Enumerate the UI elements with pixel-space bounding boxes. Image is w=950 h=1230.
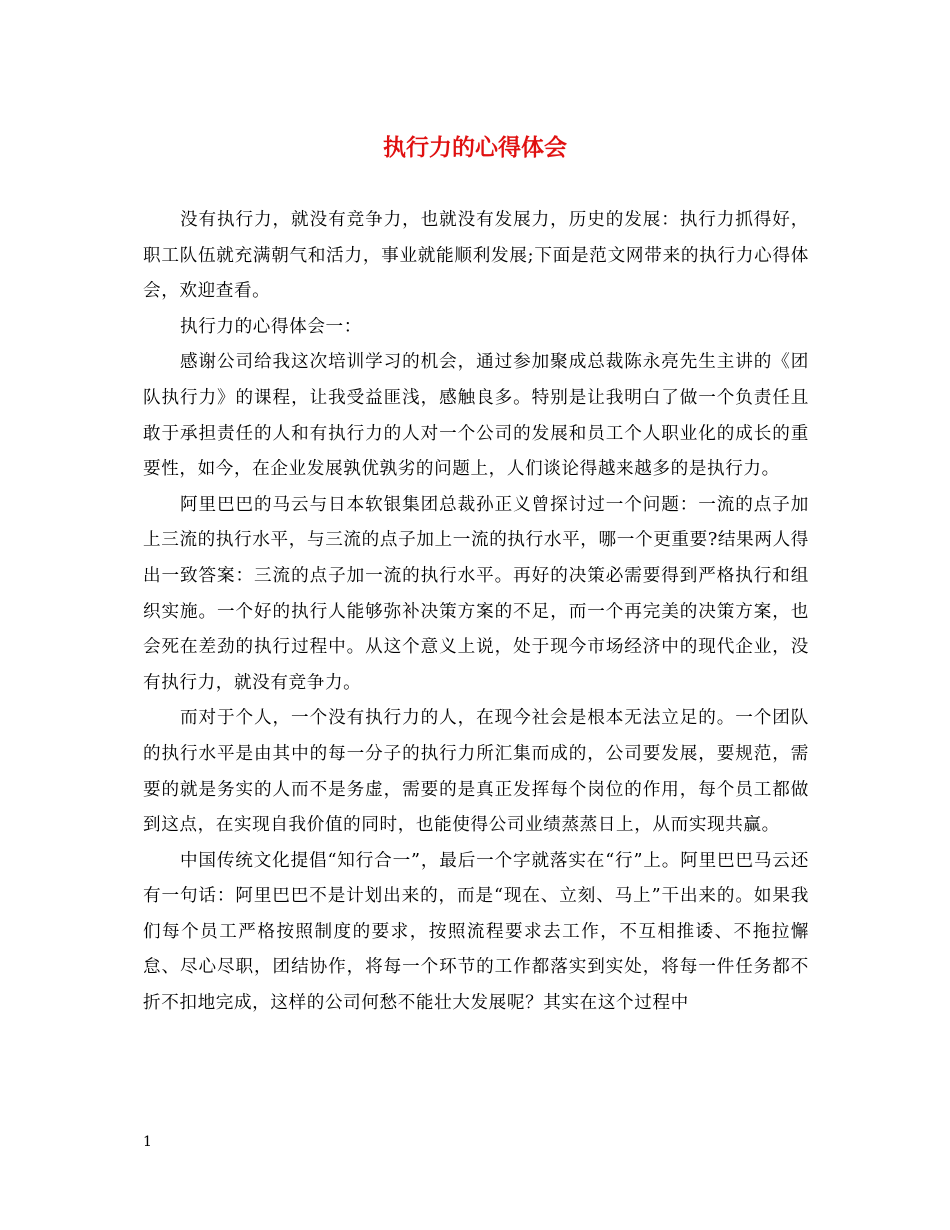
section-heading: 执行力的心得体会一： [180, 316, 362, 337]
paragraph: 而对于个人，一个没有执行力的人，在现今社会是根本无法立足的。一个团队的执行水平是由其中的每一分子的执行力所汇集而成的，公司要发展，要规范，需要的就是务实的人而不是务虚，需要的是真正发挥每个岗位的作用，每个员工都做到这点，在实现自我价值的同时，也能使得公司业绩蒸蒸日上，从而实现共赢。 [143, 708, 809, 836]
document-body [143, 203, 809, 1022]
page-number: 1 [143, 1134, 152, 1150]
paragraph: 阿里巴巴的马云与日本软银集团总裁孙正义曾探讨过一个问题：一流的点子加上三流的执行水平，与三流的点子加上一流的执行水平，哪一个更重要?结果两人得出一致答案：三流的点子加一流的执行水平。再好的决策必需要得到严格执行和组织实施。一个好的执行人能够弥补决策方案的不足，而一个再完美的决策方案，也会死在差劲的执行过程中。从这个意义上说，处于现今市场经济中的现代企业，没有执行力，就没有竞争力。 [143, 494, 809, 693]
paragraph: 没有执行力，就没有竞争力，也就没有发展力，历史的发展：执行力抓得好，职工队伍就充满朝气和活力，事业就能顺利发展;下面是范文网带来的执行力心得体会，欢迎查看。 [143, 210, 809, 302]
paragraph: 中国传统文化提倡“知行合一”，最后一个字就落实在“行”上。阿里巴巴马云还有一句话：阿里巴巴不是计划出来的，而是“现在、立刻、马上”干出来的。如果我们每个员工严格按照制度的要求，按照流程要求去工作，不互相推诿、不拖拉懈怠、尽心尽职，团结协作，将每一个环节的工作都落实到实处，将每一件任务都不折不扣地完成，这样的公司何愁不能壮大发展呢？其实在这个过程中 [143, 850, 809, 1014]
paragraph: 感谢公司给我这次培训学习的机会，通过参加聚成总裁陈永亮先生主讲的《团队执行力》的课程，让我受益匪浅，感触良多。特别是让我明白了做一个负责任且敢于承担责任的人和有执行力的人对一个公司的发展和员工个人职业化的成长的重要性，如今，在企业发展孰优孰劣的问题上，人们谈论得越来越多的是执行力。 [143, 352, 809, 480]
document-title: 执行力的心得体会 [383, 134, 567, 161]
